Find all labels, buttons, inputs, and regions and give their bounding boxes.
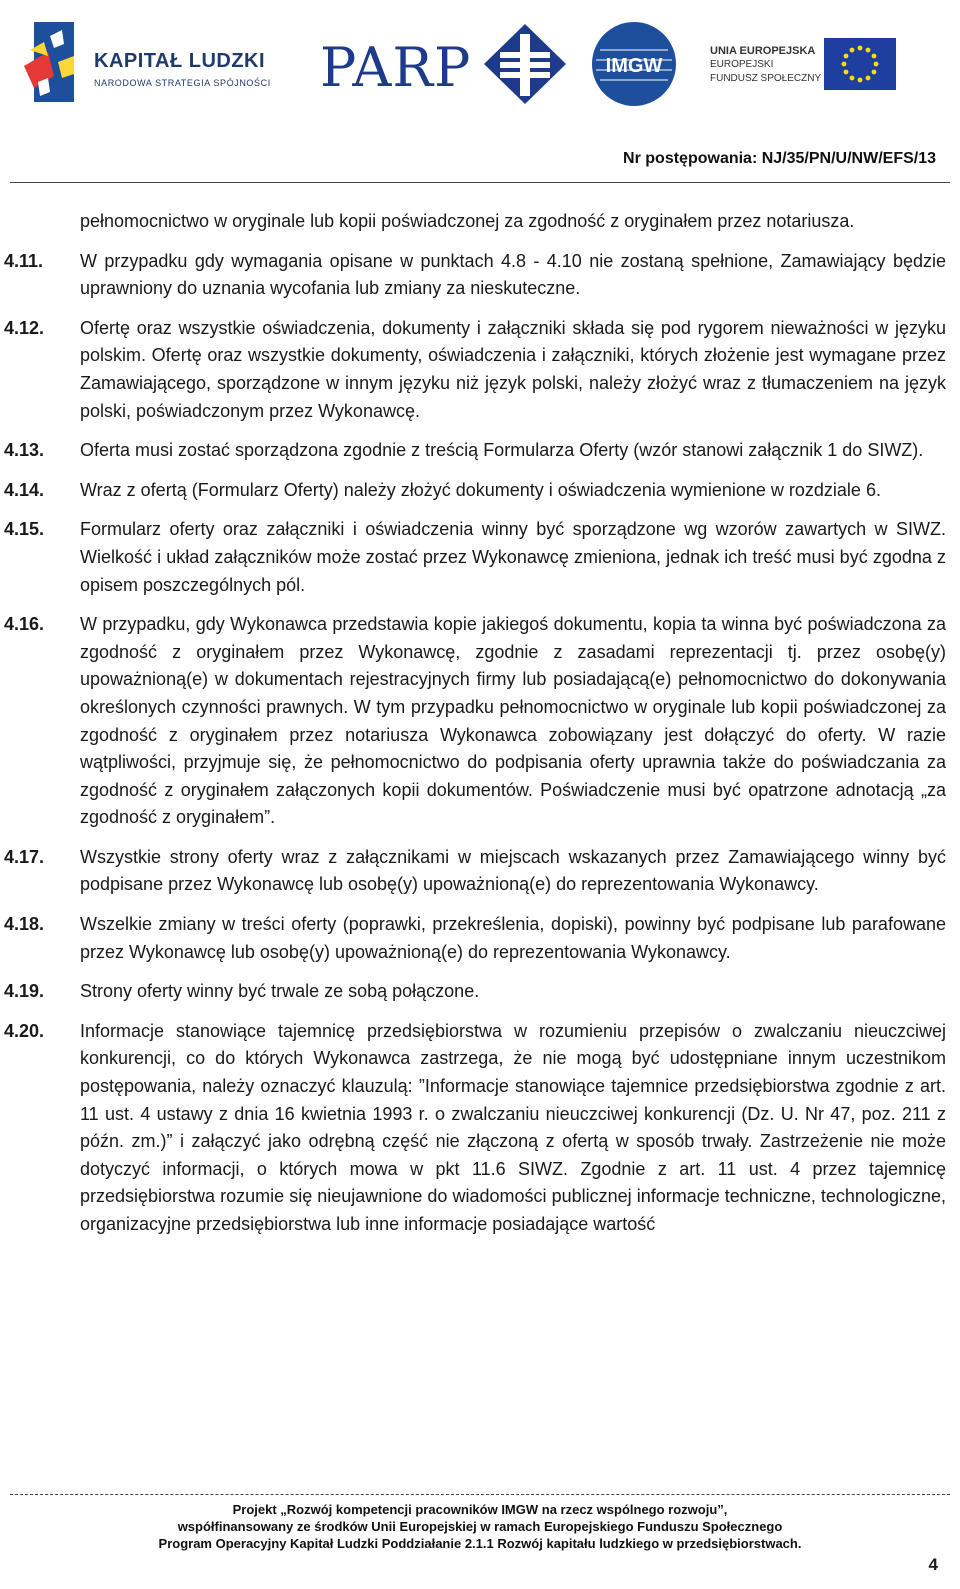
- eu-flag-icon: [824, 38, 896, 90]
- section-number: 4.19.: [4, 981, 45, 1002]
- intro-paragraph: pełnomocnictwo w oryginale lub kopii poświadczonej za zgodność z oryginałem przez notariusza.: [80, 211, 855, 231]
- section-text: Wszelkie zmiany w treści oferty (poprawki, przekreślenia, dopiski), powinny być podpisane lub parafowane przez Wykonawcę lub osobę(y) upoważnioną(e) do reprezentowania Wykonawcy.: [80, 914, 946, 962]
- section-text: Oferta musi zostać sporządzona zgodnie z treścią Formularza Oferty (wzór stanowi załącznik 1 do SIWZ).: [80, 440, 924, 461]
- case-number: Nr postępowania: NJ/35/PN/U/NW/EFS/13: [623, 150, 936, 167]
- section-text: Wraz z ofertą (Formularz Oferty) należy złożyć dokumenty i oświadczenia wymienione w rozdziale 6.: [80, 479, 881, 500]
- footer-line-2: współfinansowany ze środków Unii Europejskiej w ramach Europejskiego Funduszu Społecznego: [177, 1519, 783, 1534]
- footer-line-1: Projekt „Rozwój kompetencji pracowników IMGW na rzecz wspólnego rozwoju”,: [232, 1502, 728, 1517]
- page-footer: [0, 1494, 960, 1552]
- footer-project-info: [0, 1495, 960, 1552]
- section-text: Formularz oferty oraz załączniki i oświadczenia winny być sporządzone wg wzorów zawartych w SIWZ. Wielkość i układ załączników może zostać przez Wykonawcę zmieniona, jednak ich treść musi być zgodna z opisem poszczególnych pól.: [80, 519, 946, 595]
- section-number: 4.17.: [4, 846, 45, 867]
- section-text: W przypadku gdy wymagania opisane w punktach 4.8 - 4.10 nie zostaną spełnione, Zamawiający będzie uprawniony do uznania wycofania lub zmiany za nieskuteczne.: [80, 250, 946, 299]
- section-number: 4.13.: [4, 440, 45, 461]
- parp-logo-text: PARP: [320, 36, 472, 99]
- section-number: 4.15.: [4, 519, 45, 540]
- section-number: 4.20.: [4, 1020, 45, 1041]
- section-item-4-18: [0, 911, 960, 966]
- logo-bar: [24, 14, 924, 106]
- section-text: Wszystkie strony oferty wraz z załącznikami w miejscach wskazanych przez Zamawiającego winny być podpisane przez Wykonawcę lub osobę(y) upoważnioną(e) do reprezentowania Wykonawcy.: [80, 846, 946, 895]
- eu-line-2: EUROPEJSKI: [710, 59, 774, 70]
- section-item-4-13: [0, 437, 960, 465]
- header-divider: [10, 182, 950, 183]
- eu-line-1: UNIA EUROPEJSKA: [710, 45, 816, 57]
- kapital-ludzki-logo-mark: [24, 22, 80, 102]
- section-item-4-11: [0, 248, 960, 303]
- kapital-ludzki-title: KAPITAŁ LUDZKI: [94, 50, 266, 72]
- section-item-4-19: [0, 978, 960, 1006]
- imgw-logo: [590, 20, 678, 108]
- page-header: [0, 0, 960, 190]
- section-number: 4.16.: [4, 614, 45, 635]
- document-body: [0, 208, 960, 1239]
- section-item-4-14: [0, 477, 960, 505]
- section-item-4-15: [0, 516, 960, 599]
- section-text: Strony oferty winny być trwale ze sobą połączone.: [80, 981, 480, 1002]
- section-number: 4.18.: [4, 914, 45, 935]
- parp-logo-mark: [480, 22, 570, 106]
- section-item-4-20: [0, 1018, 960, 1239]
- section-text: W przypadku, gdy Wykonawca przedstawia kopie jakiegoś dokumentu, kopia ta winna być poświadczona za zgodność z oryginałem przez Wykonawcę, zgodnie z zasadami reprezentacji tj. przez osobę(y) upoważnioną(e) w dokumentach rejestracyjnych firmy lub posiadającą(e) pełnomocnictwo do dokonywania określonych czynności prawnych. W tym przypadku pełnomocnictwo w oryginale lub kopii poświadczonej za zgodność z oryginałem przez notariusza Wykonawca zobowiązany jest dołączyć do oferty. W razie wątpliwości, przyjmuje się, że pełnomocnictwo do podpisania oferty uprawnia także do poświadczania za zgodność z oryginałem załączonych kopii dokumentów. Poświadczenie musi być opatrzone adnotacją „za zgodność z oryginałem”.: [80, 614, 946, 828]
- section-item-4-17: [0, 844, 960, 899]
- footer-line-3: Program Operacyjny Kapitał Ludzki Poddziałanie 2.1.1 Rozwój kapitału ludzkiego w przedsiębiorstwach.: [158, 1536, 802, 1551]
- kapital-ludzki-subtitle: NARODOWA STRATEGIA SPÓJNOŚCI: [94, 78, 271, 88]
- section-item-4-16: [0, 611, 960, 832]
- section-number: 4.14.: [4, 479, 45, 500]
- page-number: 4: [928, 1555, 938, 1574]
- section-number: 4.12.: [4, 317, 45, 338]
- section-text: Informacje stanowiące tajemnicę przedsiębiorstwa w rozumieniu przepisów o zwalczaniu nieuczciwej konkurencji, co do których Wykonawca zastrzega, że nie mogą być udostępniane innym uczestnikom postępowania, należy oznaczyć klauzulą: ”Informacje stanowiące tajemnice przedsiębiorstwa zgodnie z art. 11 ust. 4 ustawy z dnia 16 kwietnia 1993 r. o zwalczaniu nieuczciwej konkurencji (Dz. U. Nr 47, poz. 211 z późn. zm.)” i załączyć jako odrębną część nie złączoną z ofertą w sposób trwały. Zastrzeżenie nie może dotyczyć informacji, o których mowa w pkt 11.6 SIWZ. Zgodnie z art. 11 ust. 4 przez tajemnicę przedsiębiorstwa rozumie się nieujawnione do wiadomości publicznej informacje techniczne, technologiczne, organizacyjne przedsiębiorstwa lub inne informacje posiadające wartość: [80, 1020, 946, 1234]
- section-text: Ofertę oraz wszystkie oświadczenia, dokumenty i załączniki składa się pod rygorem nieważności w języku polskim. Ofertę oraz wszystkie dokumenty, oświadczenia i załączniki, których złożenie jest wymagane przez Zamawiającego, sporządzone w innym języku niż język polski, należy złożyć wraz z tłumaczeniem na język polski, poświadczonym przez Wykonawcę.: [80, 317, 946, 421]
- eu-line-3: FUNDUSZ SPOŁECZNY: [710, 73, 822, 84]
- section-item-4-12: [0, 315, 960, 425]
- imgw-logo-text: IMGW: [605, 55, 663, 77]
- eu-logo-text: [710, 44, 821, 86]
- section-number: 4.11.: [4, 250, 44, 271]
